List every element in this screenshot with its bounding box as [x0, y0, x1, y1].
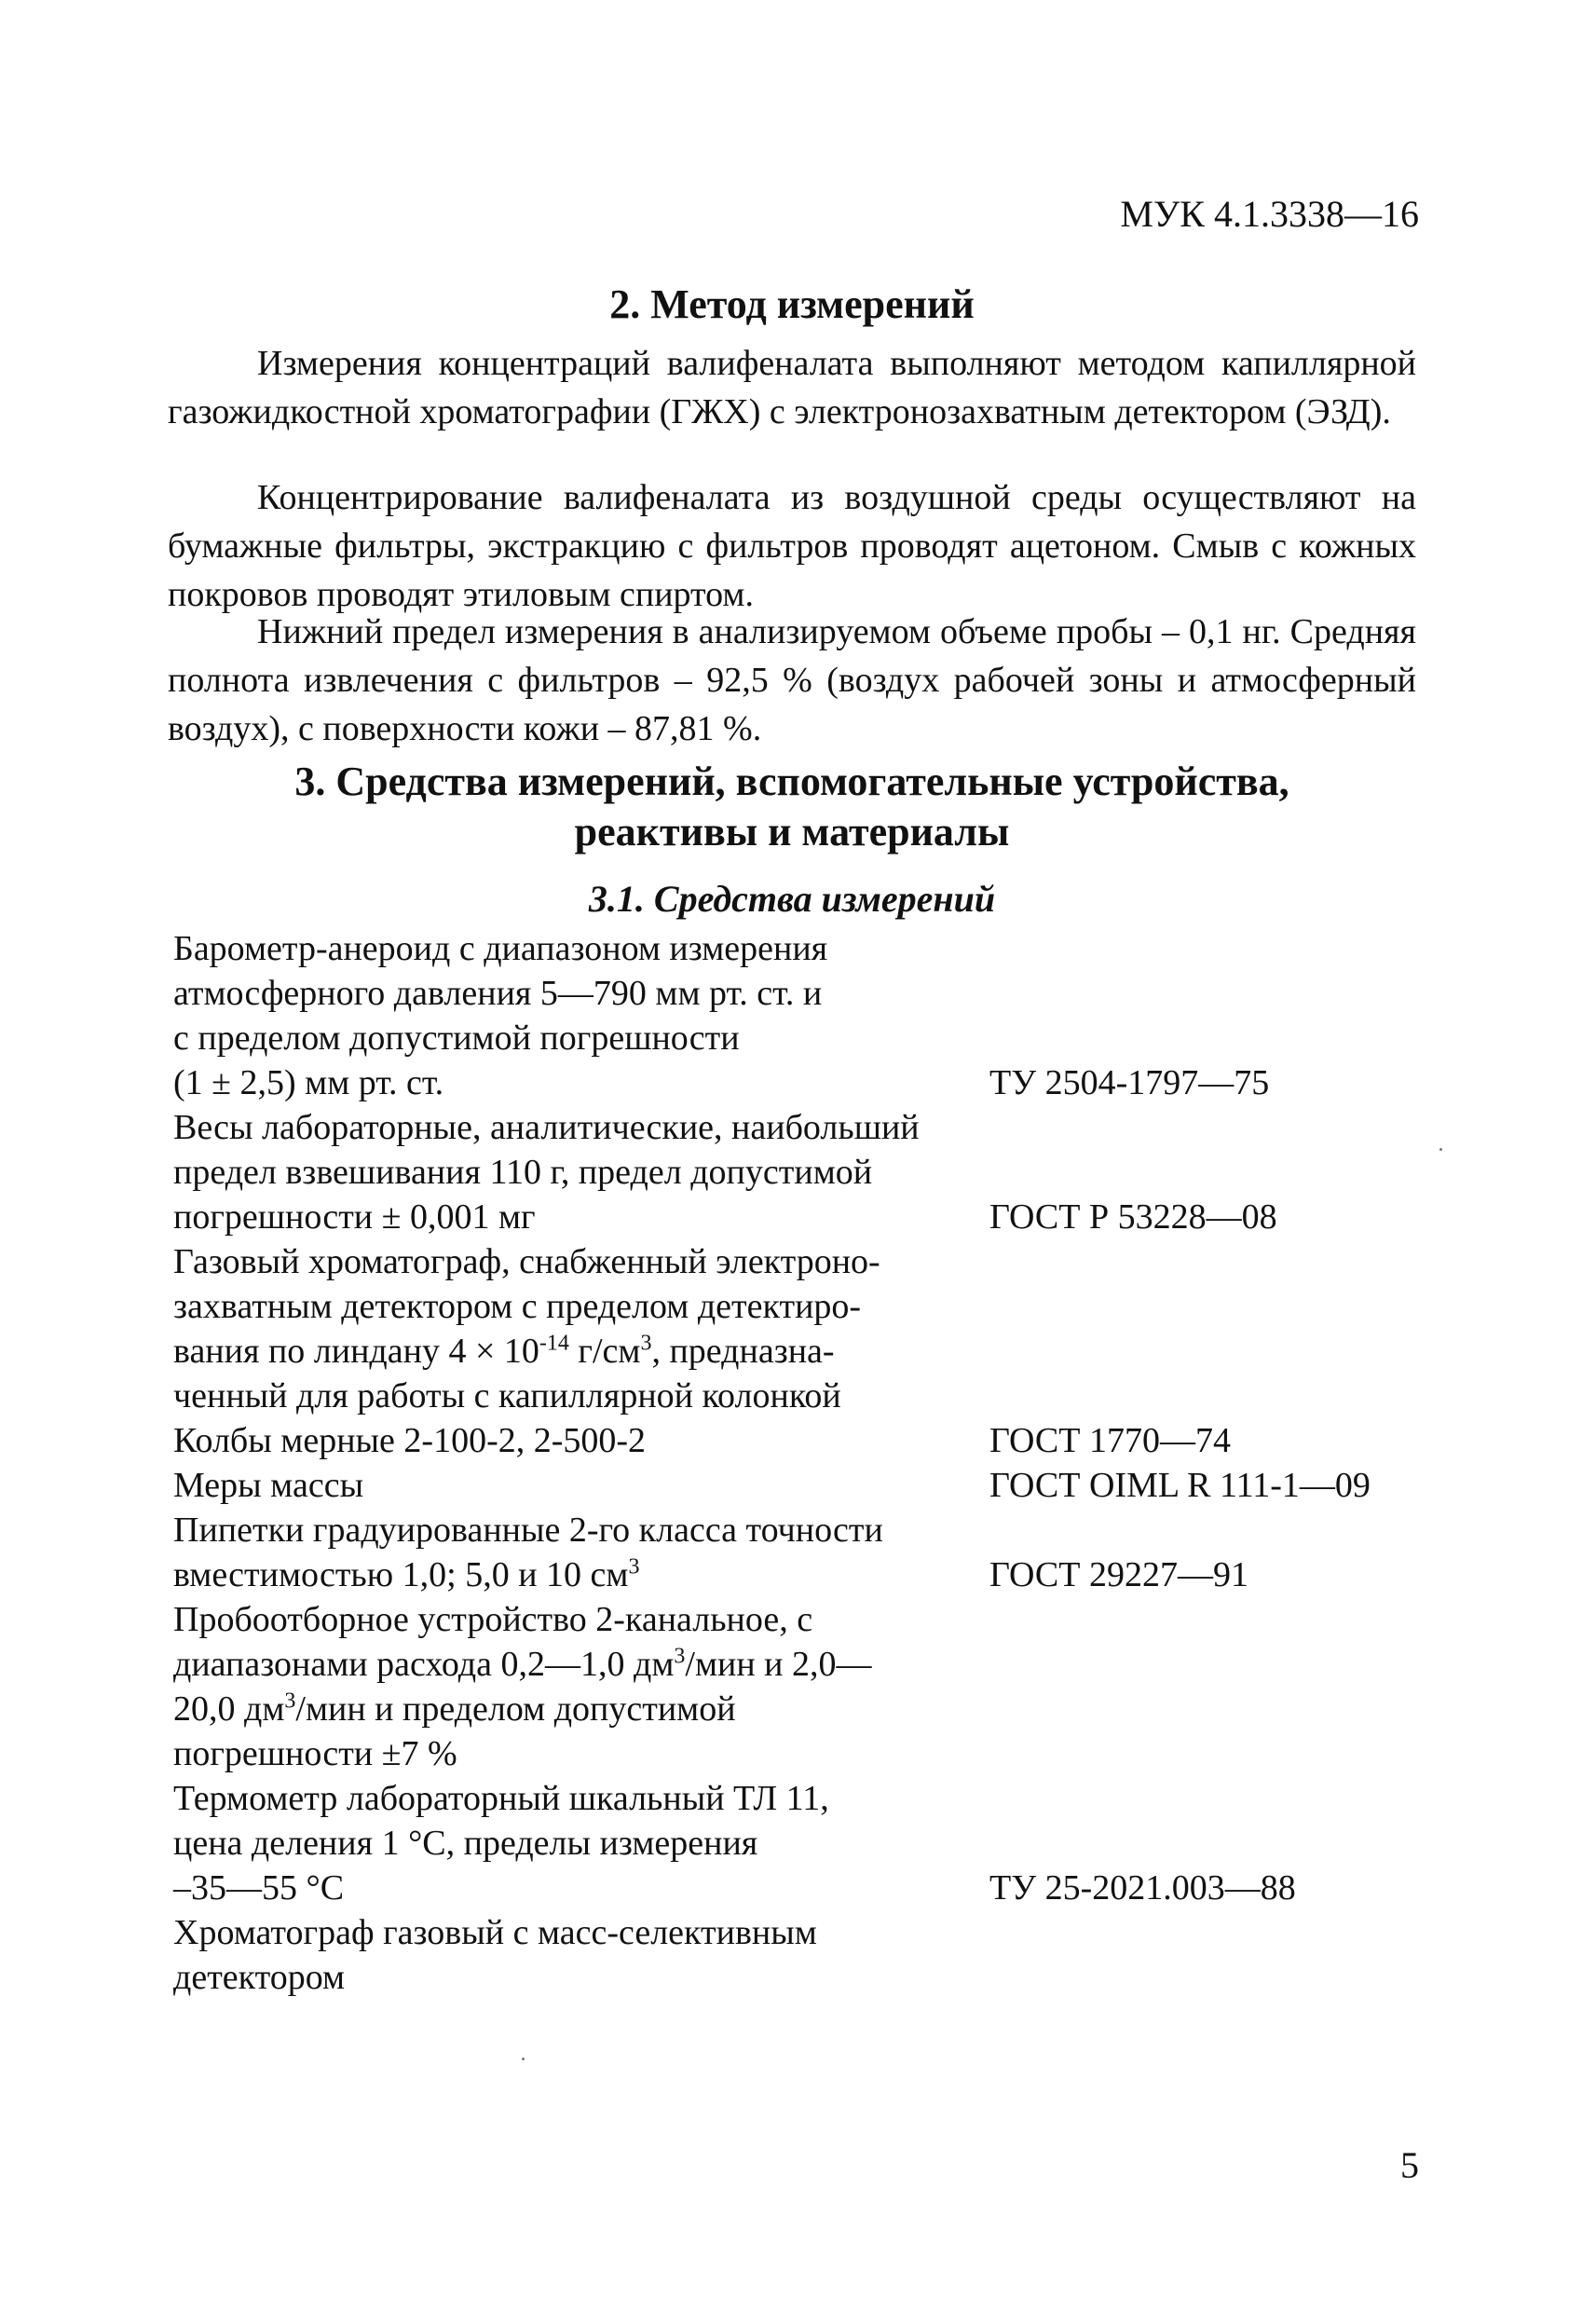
pipette-volume-exponent: 3 — [628, 1554, 640, 1579]
instrument-line: Газовый хроматограф, снабженный электроно- — [173, 1242, 880, 1281]
instrument-line — [173, 1687, 993, 1731]
instrument-line: –35—55 °С — [173, 1868, 345, 1908]
instrument-standard: ГОСТ Р 53228—08 — [989, 1197, 1277, 1237]
section-2-paragraph-1: Измерения концентраций валифеналата выполняют методом капиллярной газожидкостной хроматографии (ГЖХ) с электронозахватным детектором (ЭЗД). — [168, 344, 1416, 431]
page-number: 5 — [1400, 2144, 1419, 2186]
section-3-title-line-1: 3. Средства измерений, вспомогательные устройства, — [294, 759, 1289, 804]
instrument-line — [173, 1329, 993, 1374]
instrument-line — [173, 1642, 993, 1687]
pipette-volume-text: вместимостью 1,0; 5,0 и 10 см — [173, 1555, 629, 1594]
flow-range-text-1: диапазонами расхода 0,2—1,0 дм — [173, 1645, 675, 1684]
scan-speck — [1439, 1148, 1442, 1151]
flow-range-text-4: /мин и пределом допустимой — [295, 1689, 736, 1729]
scan-speck — [522, 2058, 525, 2060]
instrument-line: Колбы мерные 2-100-2, 2-500-2 — [173, 1421, 647, 1460]
instrument-standard: ГОСТ OIML R 111-1—09 — [989, 1466, 1371, 1505]
instrument-line: ченный для работы с капиллярной колонкой — [173, 1376, 841, 1415]
instrument-line: (1 ± 2,5) мм рт. ст. — [173, 1063, 444, 1102]
instrument-standard: ГОСТ 29227—91 — [989, 1555, 1248, 1594]
flow-range-text-2: /мин и 2,0— — [685, 1645, 872, 1684]
section-2-title: 2. Метод измерений — [609, 281, 975, 327]
instrument-line: цена деления 1 °С, пределы измерения — [173, 1824, 758, 1863]
detection-limit-text: вания по линдану 4 × 10 — [173, 1332, 539, 1371]
instrument-standard: ТУ 25-2021.003—88 — [989, 1868, 1296, 1908]
instrument-line: атмосферного давления 5—790 мм рт. ст. и — [173, 974, 823, 1013]
subsection-3-1-title: 3.1. Средства измерений — [588, 878, 996, 920]
instrument-standard: ГОСТ 1770—74 — [989, 1421, 1231, 1460]
instrument-line: Весы лабораторные, аналитические, наибольший — [173, 1108, 920, 1147]
flow-range-text-3: 20,0 дм — [173, 1689, 285, 1729]
instrument-line: погрешности ±7 % — [173, 1734, 457, 1773]
detection-limit-unit-exponent: 3 — [640, 1331, 652, 1356]
instrument-line: Хроматограф газовый с масс-селективным — [173, 1913, 817, 1952]
instrument-line: Пипетки градуированные 2-го класса точности — [173, 1511, 883, 1550]
instrument-line: с пределом допустимой погрешности — [173, 1019, 740, 1058]
section-3-title-line-2: реактивы и материалы — [574, 809, 1010, 855]
section-2-paragraph-2: Концентрирование валифеналата из воздушной среды осуществляют на бумажные фильтры, экстракцию с фильтров проводят ацетоном. Смыв с кожных покровов проводят этиловым спиртом. — [168, 478, 1416, 614]
instrument-standard: ТУ 2504-1797—75 — [989, 1063, 1270, 1102]
instrument-line: Термометр лабораторный шкальный ТЛ 11, — [173, 1779, 829, 1818]
document-code: МУК 4.1.3338—16 — [1120, 193, 1419, 235]
instrument-line: погрешности ± 0,001 мг — [173, 1197, 536, 1237]
detection-limit-exponent: -14 — [539, 1331, 569, 1356]
flow-unit-exponent-1: 3 — [674, 1644, 686, 1669]
detection-limit-unit: г/см — [568, 1332, 641, 1371]
instrument-line: Барометр-анероид с диапазоном измерения — [173, 929, 828, 968]
instrument-line: предел взвешивания 110 г, предел допустимой — [173, 1153, 873, 1192]
instrument-line: Меры массы — [173, 1466, 364, 1505]
instrument-line: детектором — [173, 1958, 346, 1997]
section-2-paragraph-3: Нижний предел измерения в анализируемом объеме пробы – 0,1 нг. Средняя полнота извлечения с фильтров – 92,5 % (воздух рабочей зоны и атмосферный воздух), с поверхности кожи – 87,81 %. — [168, 612, 1416, 748]
instrument-line — [173, 1552, 993, 1597]
instrument-line: захватным детектором с пределом детектиро- — [173, 1287, 862, 1326]
instrument-line: Пробоотборное устройство 2-канальное, с — [173, 1600, 813, 1639]
detection-limit-tail: , предназна- — [651, 1332, 835, 1371]
flow-unit-exponent-2: 3 — [284, 1689, 296, 1714]
